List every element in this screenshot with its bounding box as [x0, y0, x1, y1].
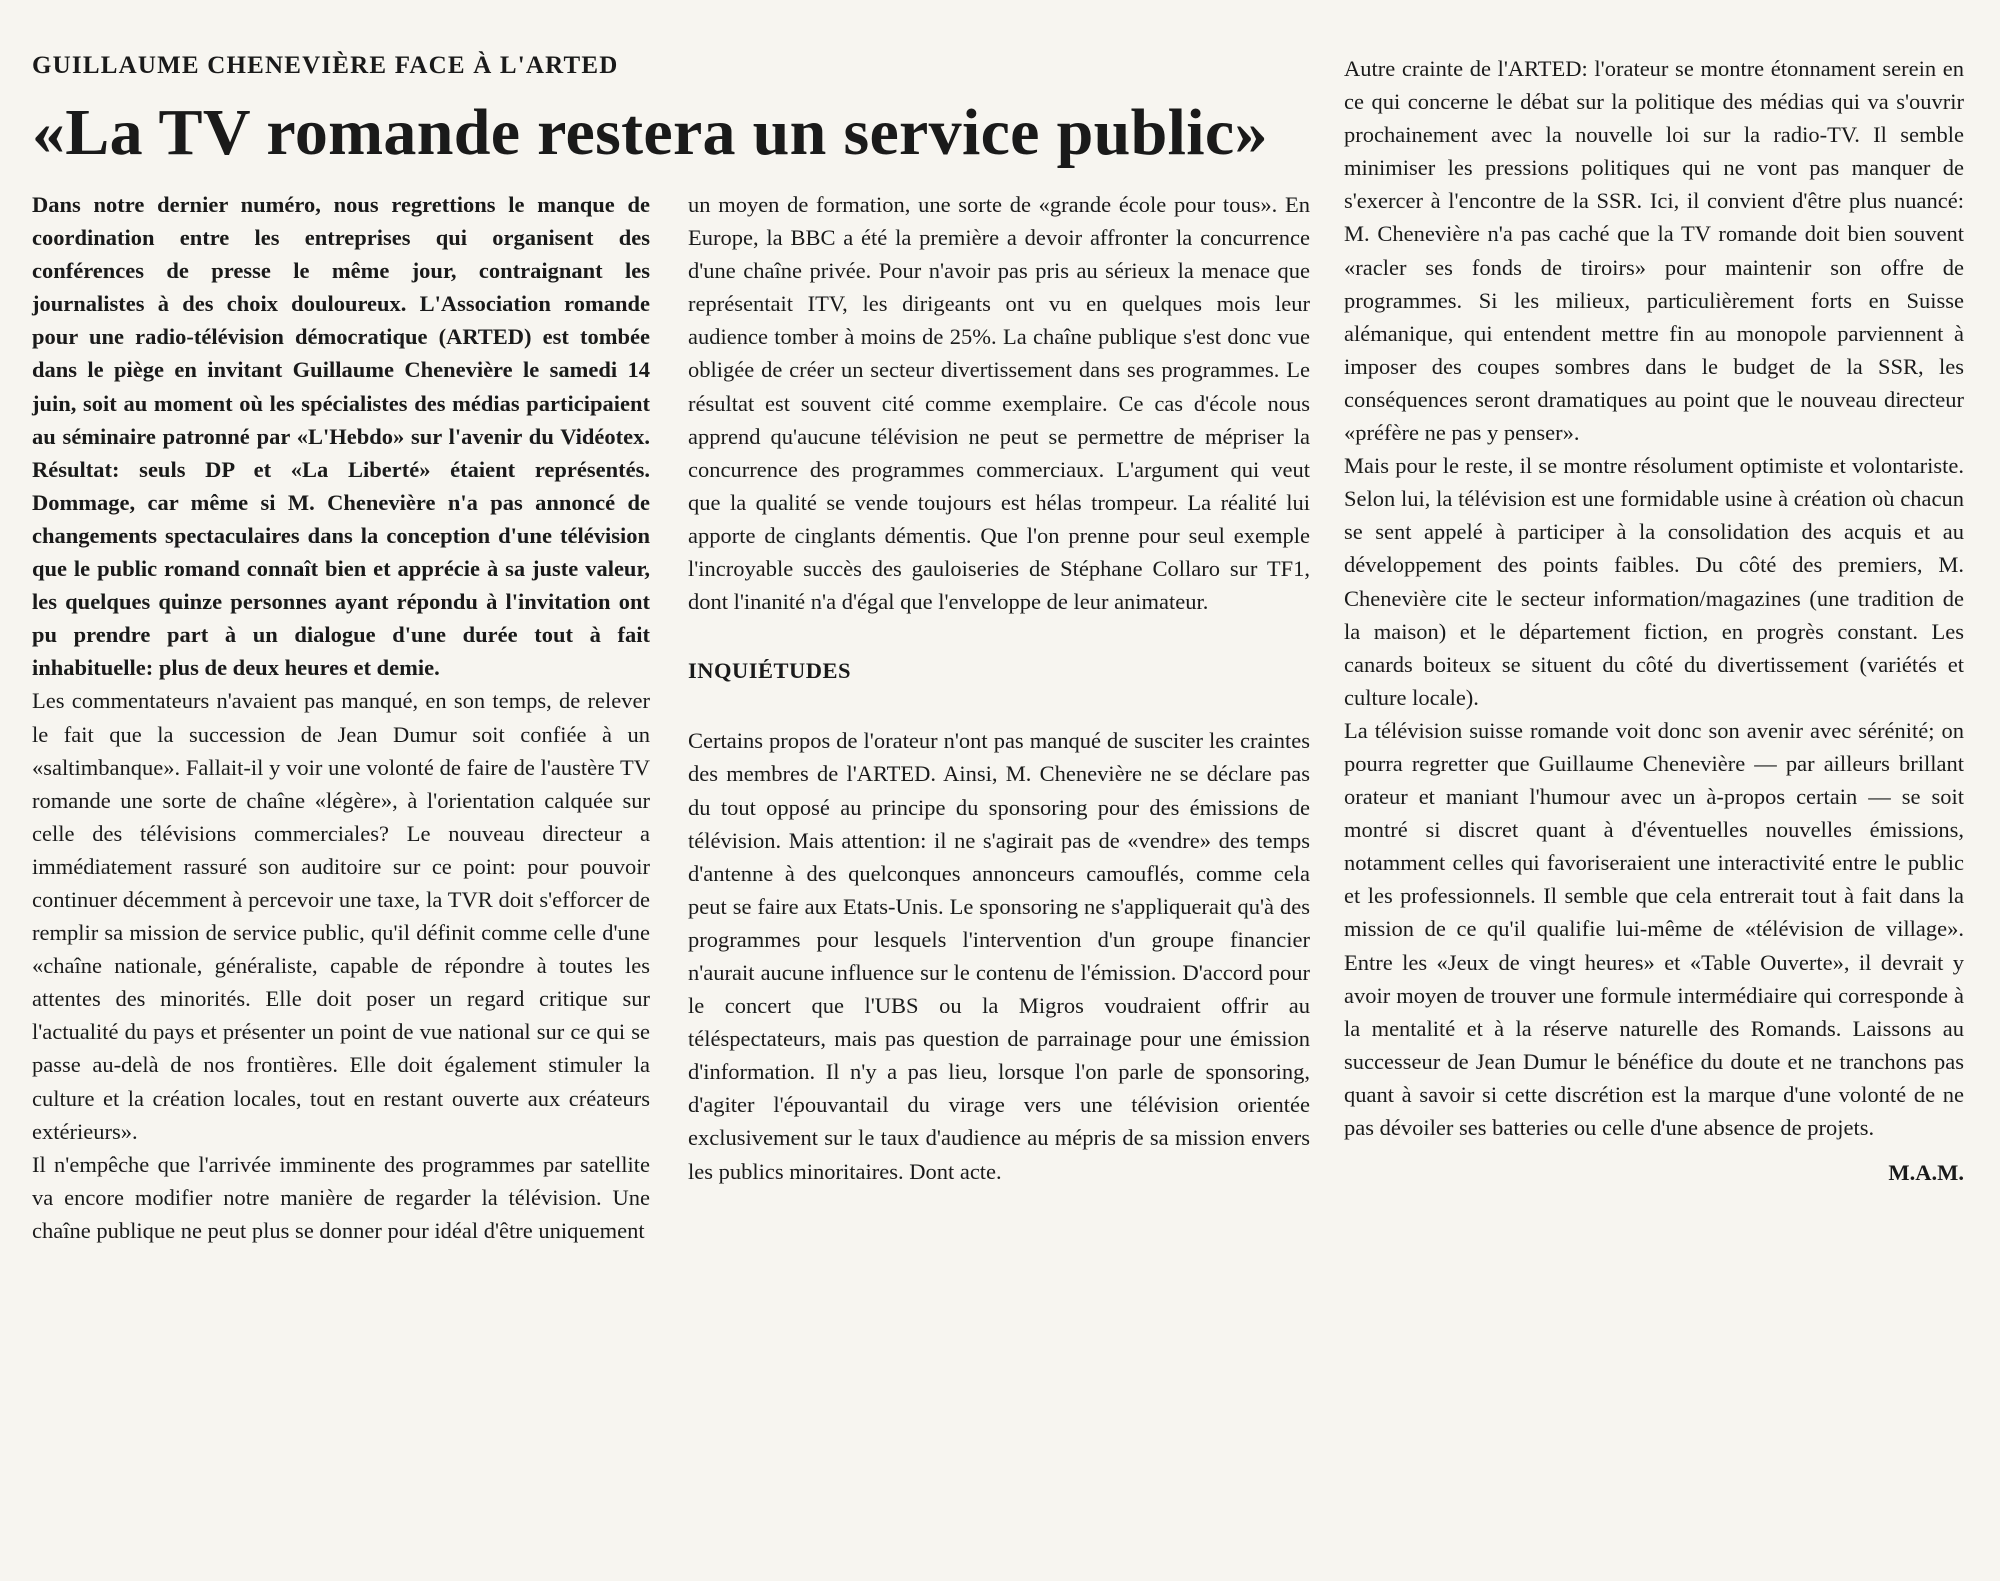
body-paragraph: Autre crainte de l'ARTED: l'orateur se montre étonnament serein en ce qui concerne le débat sur la politique des médias qui va s'ouvrir prochainement avec la nouvelle loi sur la radio-TV. Il semble minimiser les pressions politiques qui ne vont pas manquer de s'exercer à l'encontre de la SSR. Ici, il convient d'être plus nuancé: M. Chenevière n'a pas caché que la TV romande doit bien souvent «racler ses fonds de tiroirs» pour maintenir son offre de programmes. Si les milieux, particulièrement forts en Suisse alémanique, qui entendent mettre fin au monopole parviennent à imposer des coupes sombres dans le budget de la SSR, les conséquences seront dramatiques au point que le nouveau directeur «préfère ne pas y penser».	[1344, 56, 1964, 446]
section-subhead: INQUIÉTUDES	[688, 658, 852, 684]
body-paragraph: Certains propos de l'orateur n'ont pas manqué de susciter les craintes des membres de l'ARTED. Ainsi, M. Chenevière ne se déclare pas du tout opposé au principe du sponsoring pour des émissions de télévision. Mais attention: il ne s'agirait pas de «vendre» des temps d'antenne à des quelconques annonceurs camouflés, comme cela peut se faire aux Etats-Unis. Le sponsoring ne s'appliquerait qu'à des programmes pour lesquels l'intervention d'un groupe financier n'aurait aucune influence sur le contenu de l'émission. D'accord pour le concert que l'UBS ou la Migros voudraient offrir au téléspectateurs, mais pas question de parrainage pour une émission d'information. Il n'y a pas lieu, lorsque l'on parle de sponsoring, d'agiter l'épouvantail du virage vers une télévision orientée exclusivement sur le taux d'audience au mépris de sa mission envers les publics minoritaires. Dont acte.	[688, 728, 1310, 1184]
lead-paragraph: Dans notre dernier numéro, nous regrettions le manque de coordination entre les entreprises qui organisent des conférences de presse le même jour, contraignant les journalistes à des choix douloureux. L'Association romande pour une radio-télévision démocratique (ARTED) est tombée dans le piège en invitant Guillaume Chenevière le samedi 14 juin, soit au moment où les spécialistes des médias participaient au séminaire patronné par «L'Hebdo» sur l'avenir du Vidéotex. Résultat: seuls DP et «La Liberté» étaient représentés. Dommage, car même si M. Chenevière n'a pas annoncé de changements spectaculaires dans la conception d'une télévision que le public romand connaît bien et apprécie à sa juste valeur, les quelques quinze personnes ayant répondu à l'invitation ont pu prendre part à un dialogue d'une durée tout à fait inhabituelle: plus de deux heures et demie.	[32, 192, 650, 681]
body-paragraph: La télévision suisse romande voit donc son avenir avec sérénité; on pourra regretter que Guillaume Chenevière — par ailleurs brillant orateur et maniant l'humour avec un à-propos certain — se soit montré si discret quant à d'éventuelles nouvelles émissions, notamment celles qui favoriseraient une interactivité entre le public et les professionnels. Il semble que cela entrerait tout à fait dans la mission de ce qu'il qualifie lui-même de «télévision de village». Entre les «Jeux de vingt heures» et «Table Ouverte», il devrait y avoir moyen de trouver une formule intermédiaire qui corresponde à la mentalité et à la réserve naturelle des Romands. Laissons au successeur de Jean Dumur le bénéfice du doute et ne tranchons pas quant à savoir si cette discrétion est la marque d'une volonté de ne pas dévoiler ses batteries ou celle d'une absence de projets.	[1344, 717, 1964, 1140]
body-paragraph: Il n'empêche que l'arrivée imminente des programmes par satellite va encore modifier notre manière de regarder la télévision. Une chaîne publique ne peut plus se donner pour idéal d'être uniquement	[32, 1151, 650, 1243]
article-headline: «La TV romande restera un service public»	[32, 96, 1268, 169]
body-paragraph: Les commentateurs n'avaient pas manqué, en son temps, de relever le fait que la succession de Jean Dumur soit confiée à un «saltimbanque». Fallait-il y voir une volonté de faire de l'austère TV romande une sorte de chaîne «légère», à l'orientation calquée sur celle des télévisions commerciales? Le nouveau directeur a immédiatement rassuré son auditoire sur ce point: pour pouvoir continuer décemment à percevoir une taxe, la TVR doit s'efforcer de remplir sa mission de service public, qu'il définit comme celle d'une «chaîne nationale, généraliste, capable de répondre à toutes les attentes des minorités. Elle doit poser un regard critique sur l'actualité du pays et présenter un point de vue national sur ce qui se passe au-delà de nos frontières. Elle doit également stimuler la culture et la création locales, tout en restant ouverte aux créateurs extérieurs».	[32, 688, 650, 1144]
article-kicker: GUILLAUME CHENEVIÈRE FACE À L'ARTED	[32, 52, 619, 79]
column-2	[688, 188, 1310, 1188]
body-paragraph: Mais pour le reste, il se montre résolument optimiste et volontariste. Selon lui, la télévision est une formidable usine à création où chacun se sent appelé à participer à la consolidation des acquis et au développement des points faibles. Du côté des premiers, M. Chenevière cite le secteur information/magazines (une tradition de la maison) et le département fiction, en progrès constant. Les canards boiteux se situent du côté du divertissement (variétés et culture locale).	[1344, 453, 1964, 710]
body-paragraph: un moyen de formation, une sorte de «grande école pour tous». En Europe, la BBC a été la première a devoir affronter la concurrence d'une chaîne privée. Pour n'avoir pas pris au sérieux la menace que représentait ITV, les dirigeants ont vu en quelques mois leur audience tomber à moins de 25%. La chaîne publique s'est donc vue obligée de créer un secteur divertissement dans ses programmes. Le résultat est souvent cité comme exemplaire. Ce cas d'école nous apprend qu'aucune télévision ne peut se permettre de mépriser la concurrence des programmes commerciaux. L'argument qui veut que la qualité se vende toujours est hélas trompeur. La réalité lui apporte de cinglants démentis. Que l'on prenne pour seul exemple l'incroyable succès des gauloiseries de Stéphane Collaro sur TF1, dont l'inanité n'a d'égal que l'enveloppe de leur animateur.	[688, 192, 1310, 615]
author-signature: M.A.M.	[1888, 1160, 1964, 1186]
column-3	[1344, 52, 1964, 1189]
column-1	[32, 188, 650, 1247]
